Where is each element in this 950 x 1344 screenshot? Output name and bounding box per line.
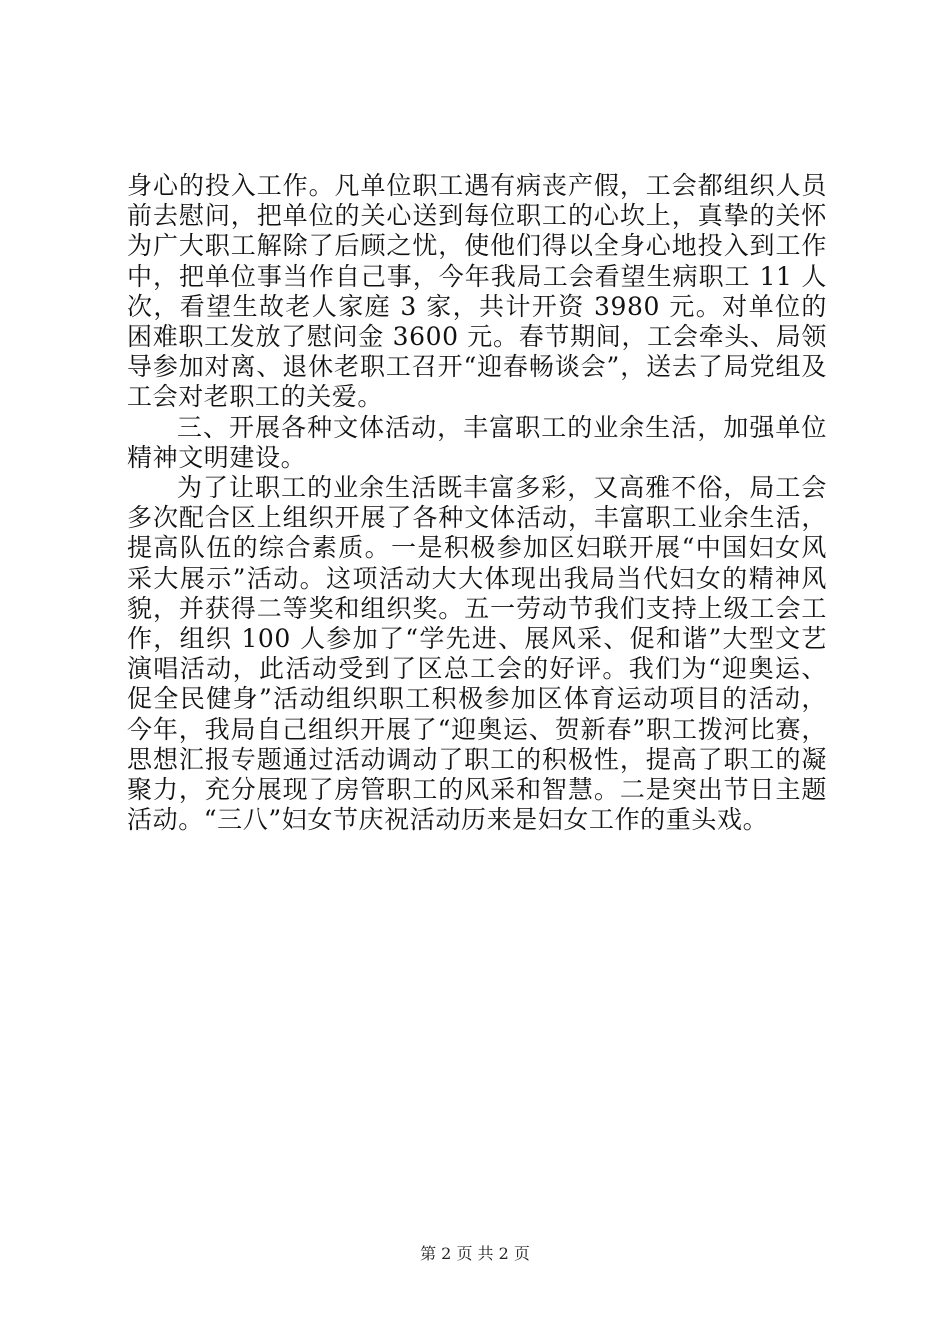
page-number-label: 第 2 页 共 2 页 bbox=[420, 1244, 530, 1263]
paragraph-2-section-heading: 三、开展各种文体活动，丰富职工的业余生活，加强单位精神文明建设。 bbox=[127, 412, 827, 472]
page-footer bbox=[0, 1244, 950, 1264]
document-body bbox=[127, 171, 827, 835]
paragraph-1: 身心的投入工作。凡单位职工遇有病丧产假，工会都组织人员前去慰问，把单位的关心送到每位职工的心坎上，真挚的关怀为广大职工解除了后顾之忧，使他们得以全身心地投入到工作中，把单位事当作自己事，今年我局工会看望生病职工 11 人次，看望生故老人家庭 3 家，共计开资 3980 元。对单位的困难职工发放了慰问金 3600 元。春节期间，工会牵头、局领导参加对离、退休老职工召开“迎春畅谈会”，送去了局党组及工会对老职工的关爱。 bbox=[127, 171, 827, 412]
paragraph-3: 为了让职工的业余生活既丰富多彩，又高雅不俗，局工会多次配合区上组织开展了各种文体活动，丰富职工业余生活，提高队伍的综合素质。一是积极参加区妇联开展“中国妇女风采大展示”活动。这项活动大大体现出我局当代妇女的精神风貌，并获得二等奖和组织奖。五一劳动节我们支持上级工会工作，组织 100 人参加了“学先进、展风采、促和谐”大型文艺演唱活动，此活动受到了区总工会的好评。我们为“迎奥运、促全民健身”活动组织职工积极参加区体育运动项目的活动，今年，我局自己组织开展了“迎奥运、贺新春”职工拨河比赛，思想汇报专题通过活动调动了职工的积极性，提高了职工的凝聚力，充分展现了房管职工的风采和智慧。二是突出节日主题活动。“三八”妇女节庆祝活动历来是妇女工作的重头戏。 bbox=[127, 473, 827, 835]
